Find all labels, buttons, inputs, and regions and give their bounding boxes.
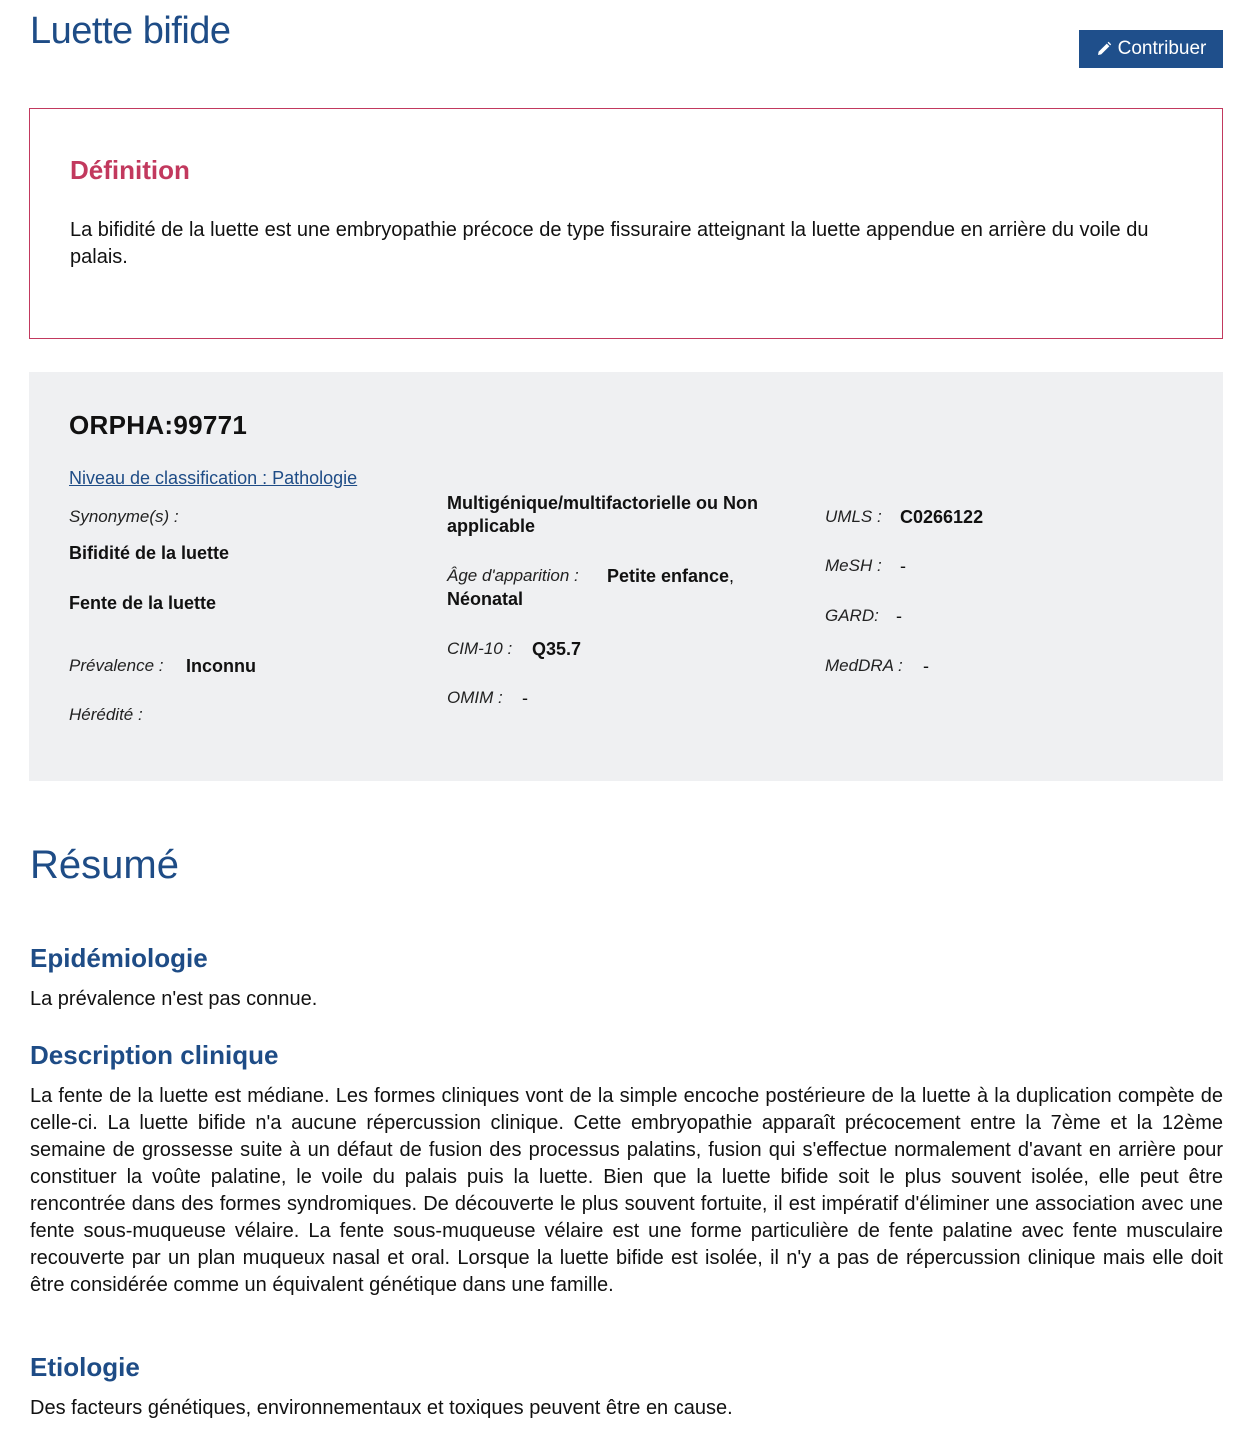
onset-value-2: Néonatal [447,589,524,609]
definition-box [29,108,1223,339]
icd10-value: Q35.7 [532,639,582,659]
contribute-button[interactable] [1079,30,1223,68]
umls-value: C0266122 [900,507,984,527]
gard-value: - [896,606,902,626]
onset-value [607,566,734,587]
heredity-value: Multigénique/multifactorielle ou Non [447,493,759,513]
gard-label: GARD: [825,606,879,625]
contribute-label: Contribuer [1117,38,1207,59]
prevalence-value: Inconnu [186,656,256,676]
synonym-item: Bifidité de la luette [69,543,230,563]
page-title: Luette bifide [30,10,231,52]
etiology-text: Des facteurs génétiques, environnementaux et toxiques peuvent être en cause. [30,1397,733,1419]
omim-value: - [522,688,528,708]
mesh-value: - [900,556,906,576]
synonym-item: Fente de la luette [69,593,217,613]
orpha-code: ORPHA:99771 [69,410,248,440]
heredity-label: Hérédité : [69,705,143,724]
definition-heading: Définition [70,155,190,185]
definition-text: La bifidité de la luette est une embryopathie précoce de type fissuraire atteignant la luette appendue en arrière du voile du palais. [70,219,1149,268]
omim-label: OMIM : [447,688,503,707]
epidemiology-heading: Epidémiologie [30,943,208,973]
pencil-icon [1096,41,1112,57]
clinical-description-heading: Description clinique [30,1040,279,1070]
onset-value-1: Petite enfance [607,566,730,586]
meddra-label: MedDRA : [825,656,903,675]
onset-label: Âge d'apparition : [447,566,579,585]
umls-label: UMLS : [825,507,882,526]
heredity-value-continued: applicable [447,516,536,536]
prevalence-label: Prévalence : [69,656,164,675]
resume-heading: Résumé [30,843,179,887]
mesh-label: MeSH : [825,556,882,575]
epidemiology-text: La prévalence n'est pas connue. [30,988,318,1010]
clinical-description-text: La fente de la luette est médiane. Les formes cliniques vont de la simple encoche postérieure de la luette à la duplication compète de celle-ci. La luette bifide n'a aucune répercussion clinique. Cette embryopathie apparaît précocement entre la 7ème et la 12ème semaine de grossesse suite à un défaut de fusion des processus palatins, fusion qui s'effectue normalement d'avant en arrière pour constituer la voûte palatine, le voile du palais puis la luette. Bien que la luette bifide soit le plus souvent isolée, elle peut être rencontrée dans des formes syndromiques. De découverte le plus souvent fortuite, il est impératif d'éliminer une association avec une fente sous-muqueuse vélaire. La fente sous-muqueuse vélaire est une forme particulière de fente palatine avec fente musculaire recouverte par un plan muqueux nasal et oral. Lorsque la luette bifide est isolée, il n'y a pas de répercussion clinique mais elle doit être considérée comme un équivalent génétique dans une famille. [30,1085,1223,1296]
synonyms-label: Synonyme(s) : [69,507,179,526]
info-panel [29,372,1223,781]
classification-link[interactable]: Niveau de classification : Pathologie [69,468,358,488]
onset-separator: , [729,566,735,586]
icd10-label: CIM-10 : [447,639,513,658]
meddra-value: - [923,656,929,676]
etiology-heading: Etiologie [30,1352,140,1382]
